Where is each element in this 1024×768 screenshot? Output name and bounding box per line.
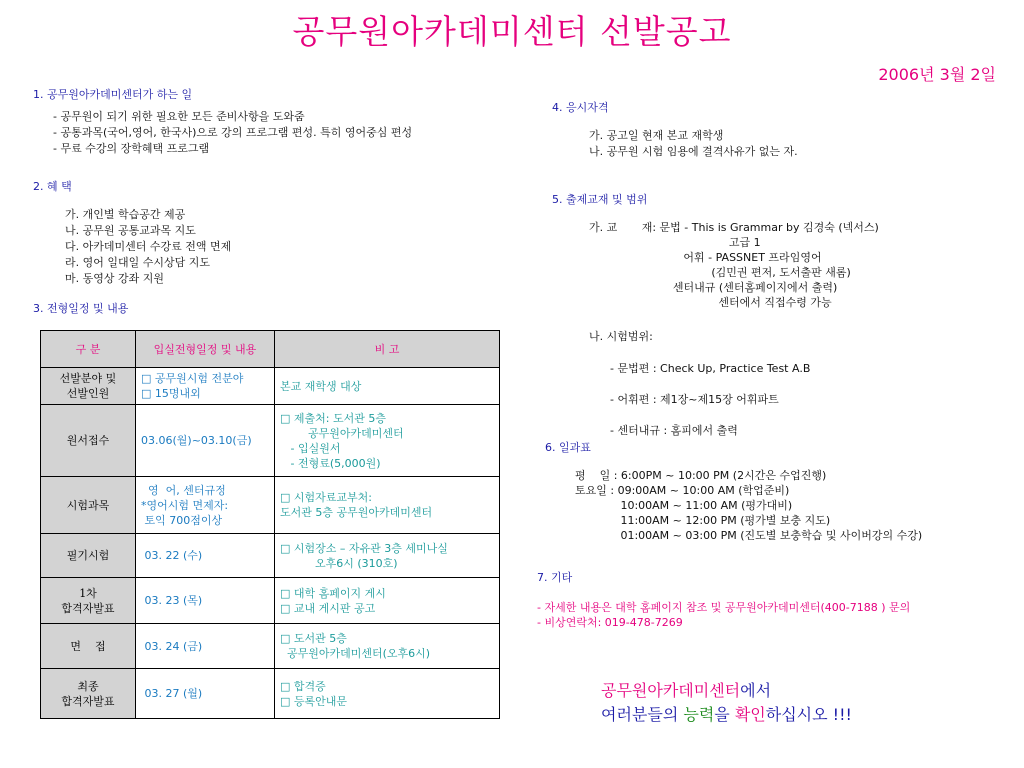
- emergency-contact: - 비상연락처: 019-478-7269: [537, 616, 683, 629]
- list-item: - 센터내규 : 홈피에서 출력: [610, 424, 738, 437]
- list-item: 가. 개인별 학습공간 제공: [65, 208, 186, 221]
- row-note: □ 제출처: 도서관 5층 공무원아카데미센터 - 입실원서 - 전형료(5,000원): [275, 405, 500, 477]
- table-row: [41, 624, 500, 669]
- row-note: □ 시험장소 – 자유관 3층 세미나실 오후6시 (310호): [275, 534, 500, 578]
- section-6-heading: 6. 일과표: [545, 441, 591, 454]
- list-item: 평 일 : 6:00PM ~ 10:00 PM (2시간은 수업진행): [575, 469, 827, 482]
- section-5-heading: 5. 출제교재 및 범위: [552, 193, 648, 206]
- closing-line-2: 여러분들의 능력을 확인하십시오 !!!: [601, 705, 852, 724]
- table-row: [41, 368, 500, 405]
- section-2-heading: 2. 혜 택: [33, 180, 72, 193]
- announcement-date: 2006년 3월 2일: [878, 65, 996, 84]
- list-item: 01:00AM ~ 03:00 PM (진도별 보충학습 및 사이버강의 수강): [575, 529, 923, 542]
- list-item: - 무료 수강의 장학혜택 프로그램: [53, 142, 210, 155]
- table-header: 비 고: [275, 331, 500, 368]
- table-row: [41, 405, 500, 477]
- list-item: 어휘 - PASSNET 프라임영어: [589, 251, 822, 264]
- page-title: 공무원아카데미센터 선발공고: [292, 12, 732, 51]
- row-content: 03.06(월)~03.10(금): [136, 405, 275, 477]
- table-row: [41, 534, 500, 578]
- row-note: □ 합격증 □ 등록안내문: [275, 669, 500, 719]
- table-row: [41, 578, 500, 624]
- list-item: - 문법편 : Check Up, Practice Test A.B: [610, 362, 811, 375]
- row-note: □ 도서관 5층 공무원아카데미센터(오후6시): [275, 624, 500, 669]
- list-item: 마. 동영상 강좌 지원: [65, 272, 164, 285]
- list-item: - 어휘편 : 제1장~제15장 어휘파트: [610, 393, 779, 406]
- row-label: 원서접수: [41, 405, 136, 477]
- closing-line-1: 공무원아카데미센터에서: [601, 681, 772, 700]
- row-content: 03. 23 (목): [136, 578, 275, 624]
- section-1-heading: 1. 공무원아카데미센터가 하는 일: [33, 88, 193, 101]
- row-content: 영 어, 센터규정 *영어시험 면제자: 토익 700점이상: [136, 477, 275, 534]
- list-item: 토요일 : 09:00AM ~ 10:00 AM (학업준비): [575, 484, 790, 497]
- section-2-list: [65, 207, 231, 287]
- row-content: □ 공무원시험 전분야 □ 15명내외: [136, 368, 275, 405]
- row-label: 1차 합격자발표: [41, 578, 136, 624]
- row-content: 03. 27 (월): [136, 669, 275, 719]
- row-content: 03. 24 (금): [136, 624, 275, 669]
- row-label: 시험과목: [41, 477, 136, 534]
- row-label: 면 접: [41, 624, 136, 669]
- list-item: - 공무원이 되기 위한 필요한 모든 준비사항을 도와줌: [53, 110, 305, 123]
- section-4-list: [589, 128, 798, 160]
- schedule-table: [40, 330, 500, 719]
- table-header-row: [41, 331, 500, 368]
- table-header: 입실전형일정 및 내용: [136, 331, 275, 368]
- section-1-list: [53, 109, 412, 157]
- row-note: 본교 재학생 대상: [275, 368, 500, 405]
- row-note: □ 시험자료교부처: 도서관 5층 공무원아카데미센터: [275, 477, 500, 534]
- table-row: [41, 669, 500, 719]
- list-item: (김민권 편저, 도서출판 새롬): [589, 266, 851, 279]
- section-4-heading: 4. 응시자격: [552, 101, 609, 114]
- contact-note: - 자세한 내용은 대학 홈페이지 참조 및 공무원아카데미센터(400-7188 ) 문의: [537, 601, 911, 614]
- row-content: 03. 22 (수): [136, 534, 275, 578]
- list-item: 나. 공무원 시험 임용에 결격사유가 없는 자.: [589, 145, 798, 158]
- list-item: 라. 영어 일대일 수시상담 지도: [65, 256, 210, 269]
- row-note: □ 대학 홈페이지 게시 □ 교내 게시판 공고: [275, 578, 500, 624]
- table-row: [41, 477, 500, 534]
- section-3-heading: 3. 전형일정 및 내용: [33, 302, 129, 315]
- list-item: 10:00AM ~ 11:00 AM (평가대비): [575, 499, 793, 512]
- closing-message: [601, 679, 852, 727]
- list-item: 고급 1: [589, 236, 761, 249]
- section-7-heading: 7. 기타: [537, 571, 573, 584]
- exam-range-heading: 나. 시험범위:: [589, 330, 653, 343]
- row-label: 최종 합격자발표: [41, 669, 136, 719]
- list-item: 센터내규 (센터홈페이지에서 출력): [589, 281, 838, 294]
- daily-schedule: [575, 468, 922, 543]
- list-item: 센터에서 직접수령 가능: [589, 296, 832, 309]
- list-item: 나. 공무원 공통교과목 지도: [65, 224, 196, 237]
- list-item: - 공통과목(국어,영어, 한국사)으로 강의 프로그램 편성. 특히 영어중심 편성: [53, 126, 413, 139]
- textbook-list: [589, 220, 879, 310]
- list-item: 가. 교 재: 문법 - This is Grammar by 김경숙 (넥서스): [589, 221, 879, 234]
- list-item: 11:00AM ~ 12:00 PM (평가별 보충 지도): [575, 514, 831, 527]
- row-label: 필기시험: [41, 534, 136, 578]
- row-label: 선발분야 및 선발인원: [41, 368, 136, 405]
- table-header: 구 분: [41, 331, 136, 368]
- list-item: 다. 아카데미센터 수강료 전액 면제: [65, 240, 232, 253]
- list-item: 가. 공고일 현재 본교 재학생: [589, 129, 724, 142]
